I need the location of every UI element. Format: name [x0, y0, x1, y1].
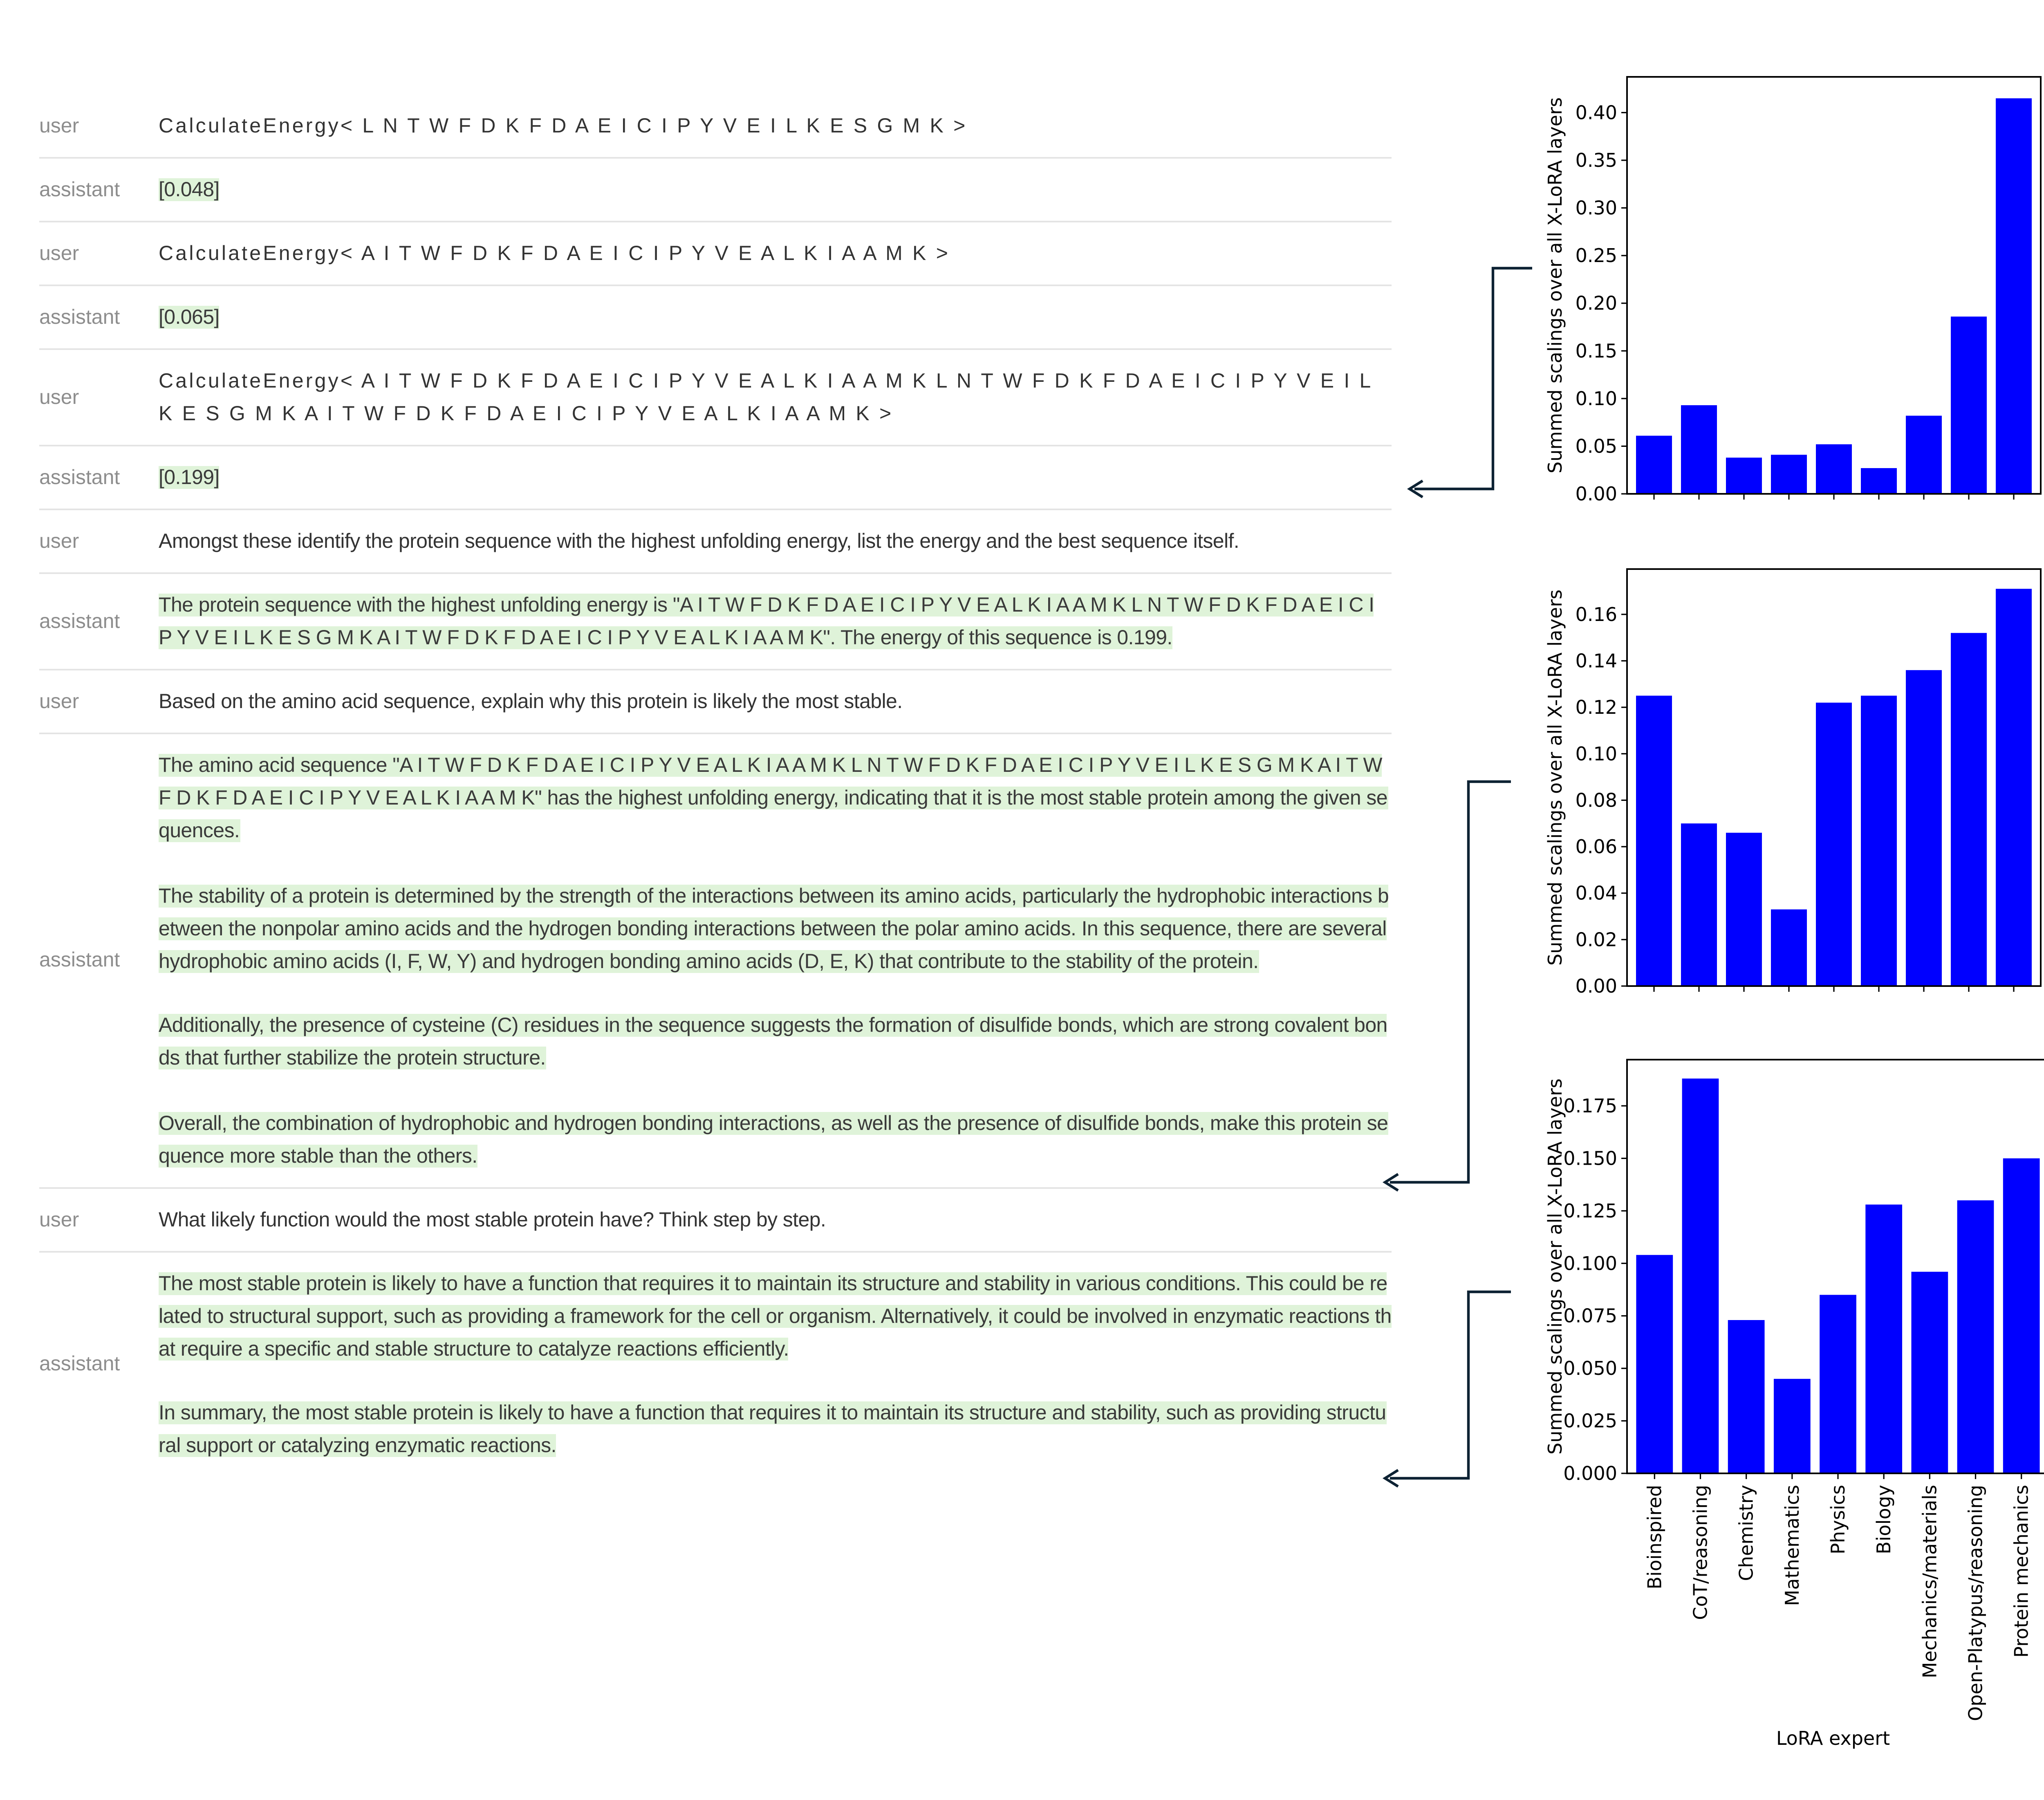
y-tick-label: 0.000 — [1563, 1462, 1617, 1484]
x-tick-label: Chemistry — [1735, 1485, 1757, 1581]
y-axis-label: Summed scalings over all X-LoRA layers — [1544, 97, 1566, 473]
message-role-label: assistant — [39, 949, 120, 972]
message-text: Based on the amino acid sequence, explain why this protein is likely the most stable. — [159, 690, 903, 713]
y-tick-label: 0.35 — [1575, 149, 1617, 171]
y-tick-label: 0.02 — [1575, 928, 1617, 951]
y-tick-label: 0.025 — [1563, 1410, 1617, 1432]
message-role-label: user — [39, 690, 79, 713]
x-tick-label: Open-Platypus/reasoning — [1964, 1485, 1987, 1722]
message-role-label: assistant — [39, 610, 120, 633]
message-role-label: assistant — [39, 466, 120, 489]
message-text: The protein sequence with the highest unfolding energy is "A I T W F D K F D A E I C I P Y V E A L K I A A M K L N T W F D K F D A E I C I P Y V E I L K E S G M K A I T W F D K F D A E I C I P Y V E A L K I A A M K". The energy of this sequence is 0.199. — [159, 594, 1374, 649]
y-tick-label: 0.05 — [1575, 435, 1617, 457]
message-text: CalculateEnergy< A I T W F D K F D A E I C I P Y V E A L K I A A M K > — [159, 242, 950, 265]
y-tick-label: 0.125 — [1563, 1199, 1617, 1222]
y-tick-label: 0.20 — [1575, 292, 1617, 314]
y-tick-label: 0.050 — [1563, 1357, 1617, 1380]
y-tick-label: 0.100 — [1563, 1252, 1617, 1275]
message-text: What likely function would the most stable protein have? Think step by step. — [159, 1208, 826, 1231]
y-tick-label: 0.14 — [1575, 650, 1617, 672]
message-text: Additionally, the presence of cysteine (C) residues in the sequence suggests the formation of disulfide bonds, which are strong covalent bonds that further stabilize the protein structure. — [159, 1014, 1387, 1069]
message-text: Overall, the combination of hydrophobic and hydrogen bonding interactions, as well as the presence of disulfide bonds, make this protein sequence more stable than the others. — [159, 1111, 1388, 1167]
message-role-label: user — [39, 114, 79, 137]
y-tick-label: 0.00 — [1575, 483, 1617, 505]
message-text: [0.199] — [159, 466, 220, 489]
message-role-label: user — [39, 1208, 79, 1231]
message-role-label: user — [39, 530, 79, 553]
message-text: [0.048] — [159, 178, 220, 201]
message-text: The amino acid sequence "A I T W F D K F D A E I C I P Y V E A L K I A A M K L N T W F D K F D A E I C I P Y V E I L K E S G M K A I T W F D K F D A E I C I P Y V E A L K I A A M K" has the highest unfolding energy, indicating that it is the most stable protein among the given sequences. — [159, 754, 1387, 842]
y-axis-label: Summed scalings over all X-LoRA layers — [1544, 1078, 1566, 1455]
y-tick-label: 0.150 — [1563, 1147, 1617, 1170]
y-tick-label: 0.15 — [1575, 340, 1617, 362]
y-tick-label: 0.06 — [1575, 836, 1617, 858]
y-tick-label: 0.40 — [1575, 101, 1617, 124]
x-axis-label: LoRA expert — [1776, 1727, 1890, 1749]
x-tick-label: Mechanics/materials — [1918, 1485, 1941, 1679]
x-tick-label: Biology — [1873, 1485, 1895, 1554]
message-role-label: user — [39, 242, 79, 265]
x-tick-label: Protein mechanics — [2010, 1485, 2033, 1658]
message-role-label: assistant — [39, 1353, 120, 1376]
y-tick-label: 0.075 — [1563, 1305, 1617, 1327]
message-role-label: user — [39, 386, 79, 409]
y-tick-label: 0.175 — [1563, 1095, 1617, 1117]
y-tick-label: 0.16 — [1575, 603, 1617, 625]
message-text: [0.065] — [159, 306, 220, 329]
message-text: CalculateEnergy< L N T W F D K F D A E I C I P Y V E I L K E S G M K > — [159, 114, 968, 137]
y-tick-label: 0.00 — [1575, 975, 1617, 997]
message-text: Amongst these identify the protein sequence with the highest unfolding energy, list the energy and the best sequence itself. — [159, 530, 1239, 553]
y-axis-label: Summed scalings over all X-LoRA layers — [1544, 590, 1566, 966]
message-text: CalculateEnergy< A I T W F D K F D A E I C I P Y V E A L K I A A M K L N T W F D K F D A E I C I P Y V E I L K E S G M K A I T W F D K F D A E I C I P Y V E A L K I A A M K > — [159, 370, 1372, 425]
y-tick-label: 0.04 — [1575, 882, 1617, 904]
message-text: The most stable protein is likely to have a function that requires it to maintain its structure and stability in various conditions. This could be related to structural support, such as providing a framework for the cell or organism. Alternatively, it could be involved in enzymatic reactions that require a specific and stable structure to catalyze reactions efficiently. — [159, 1271, 1392, 1360]
x-tick-label: Physics — [1827, 1485, 1849, 1555]
y-tick-label: 0.12 — [1575, 696, 1617, 719]
y-tick-label: 0.25 — [1575, 244, 1617, 267]
y-tick-label: 0.10 — [1575, 387, 1617, 410]
message-role-label: assistant — [39, 178, 120, 201]
x-tick-label: Bioinspired — [1643, 1485, 1666, 1589]
y-tick-label: 0.08 — [1575, 789, 1617, 811]
y-tick-label: 0.30 — [1575, 197, 1617, 219]
message-text: The stability of a protein is determined by the strength of the interactions between its amino acids, particularly the hydrophobic interactions between the nonpolar amino acids and the hydrogen bonding interactions between the polar amino acids. In this sequence, there are several hydrophobic amino acids (I, F, W, Y) and hydrogen bonding amino acids (D, E, K) that contribute to the stability of the protein. — [159, 884, 1389, 972]
message-role-label: assistant — [39, 306, 120, 329]
x-tick-label: CoT/reasoning — [1689, 1485, 1712, 1620]
x-tick-label: Mathematics — [1781, 1485, 1803, 1606]
y-tick-label: 0.10 — [1575, 742, 1617, 765]
message-text: In summary, the most stable protein is likely to have a function that requires it to maintain its structure and stability, such as providing structural support or catalyzing enzymatic reactions. — [159, 1401, 1386, 1457]
